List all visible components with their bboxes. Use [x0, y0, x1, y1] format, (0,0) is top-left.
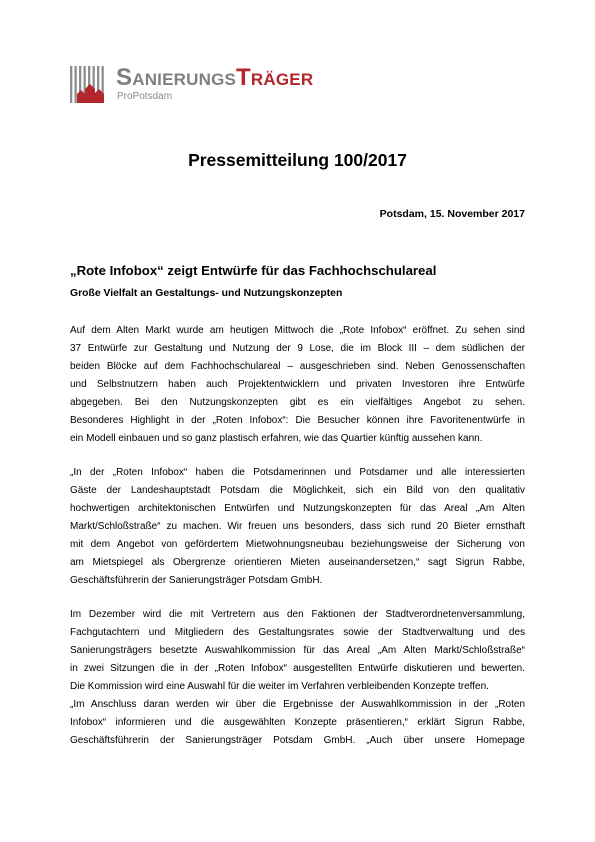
text-line: am Mietspiegel als Obergrenze orientieren Mieten auseinandersetzen,“ sagt Sigrun Rabbe, — [70, 557, 525, 568]
text-line: Besonderes Highlight in der „Roten Infobox“: Die Besucher können ihre Favoritenentwürfe in — [70, 415, 525, 426]
sanierungstraeger-logo — [70, 66, 350, 108]
page-title: Pressemitteilung 100/2017 — [188, 150, 407, 170]
text-line: Auf dem Alten Markt wurde am heutigen Mittwoch die „Rote Infobox“ eröffnet. Zu sehen sind — [70, 325, 525, 336]
text-line: 37 Entwürfe zur Gestaltung und Nutzung der 9 Lose, die im Block III – dem südlichen der — [70, 343, 525, 354]
text-line: Markt/Schloßstraße“ zu machen. Wir freuen uns besonders, dass sich rund 20 Bieter ernsthaft — [70, 521, 525, 532]
text-line: Im Dezember wird die mit Vertretern aus den Faktionen der Stadtverordnetenversammlung, — [70, 609, 525, 620]
text-line: Fachgutachtern und Mitgliedern des Gestaltungsrates sowie der Stadtverwaltung und des — [70, 627, 525, 638]
press-date: Potsdam, 15. November 2017 — [379, 208, 525, 220]
press-body — [70, 322, 525, 766]
text-line: „Im Anschluss daran werden wir über die Ergebnisse der Auswahlkommission in der „Roten — [70, 699, 525, 710]
text-line: Infobox“ informieren und die ausgewählten Konzepte präsentieren,“ erklärt Sigrun Rabbe, — [70, 717, 525, 728]
text-line: Geschäftsführerin der Sanierungsträger Potsdam GmbH. „Auch über unsere Homepage — [70, 735, 525, 746]
paragraph-2 — [70, 464, 525, 590]
text-line: und Selbstnutzern haben auch Projektentwicklern und privaten Investoren ihre Entwürfe — [70, 379, 525, 390]
logo-wordmark: SANIERUNGSTRÄGER — [116, 64, 314, 91]
text-line: mit dem Angebot von gefördertem Mietwohnungsneubau beziehungsweise der Sicherung von — [70, 539, 525, 550]
text-line: Die Kommission wird eine Auswahl für die weiter im Verfahren verbleibenden Konzepte treffen. — [70, 681, 489, 692]
text-line: hochwertigen architektonischen Entwürfen und Nutzungskonzepten für das Areal „Am Alten — [70, 503, 525, 514]
subheadline: Große Vielfalt an Gestaltungs- und Nutzungskonzepten — [70, 288, 343, 299]
text-line: ein Modell einbauen und so ganz plastisch erfahren, wie das Quartier künftig aussehen kann. — [70, 433, 483, 444]
text-line: Sanierungsträgers besetzte Auswahlkommission für das Areal „Am Alten Markt/Schloßstraße“ — [70, 645, 525, 656]
building-bars-logo-icon — [70, 66, 110, 106]
text-line: „In der „Roten Infobox“ haben die Potsdamerinnen und Potsdamer und alle interessierten — [70, 467, 525, 478]
text-line: beiden Blöcke auf dem Fachhochschulareal – ausgeschrieben sind. Neben Genossenschaften — [70, 361, 525, 372]
text-line: Geschäftsführerin der Sanierungsträger Potsdam GmbH. — [70, 575, 323, 586]
paragraph-1 — [70, 322, 525, 448]
text-line: abgegeben. Bei den Nutzungskonzepten gibt es ein vielfältiges Angebot zu sehen. — [70, 397, 525, 408]
text-line: Gäste der Landeshauptstadt Potsdam die Möglichkeit, sich ein Bild von den qualitativ — [70, 485, 525, 496]
paragraph-3 — [70, 606, 525, 750]
headline: „Rote Infobox“ zeigt Entwürfe für das Fachhochschulareal — [70, 263, 437, 278]
text-line: in zwei Sitzungen die in der „Roten Infobox“ ausgestellten Entwürfe diskutieren und bewerten. — [70, 663, 525, 674]
logo-subtitle: ProPotsdam — [117, 91, 173, 102]
